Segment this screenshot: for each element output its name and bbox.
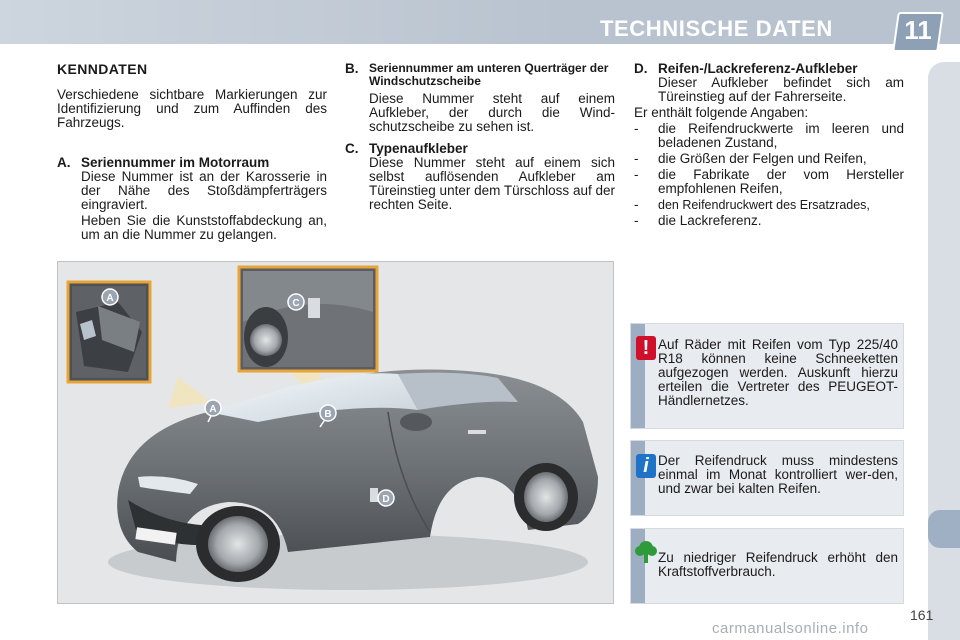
section-title: KENNDATEN: [57, 61, 148, 77]
list-item: - den Reifendruckwert des Ersatzrades,: [634, 197, 870, 212]
callout-label-d: D: [382, 494, 390, 505]
item-b-letter: B.: [345, 61, 359, 76]
item-d-heading: [634, 62, 904, 76]
chapter-number: 11: [904, 15, 932, 45]
item-d-body: Dieser Aufkleber befindet sich am Türeinstieg auf der Fahrerseite.: [658, 75, 904, 104]
list-item: - die Fabrikate der vom Hersteller empfohlenen Reifen,: [634, 167, 904, 196]
detail-inset-a: [68, 282, 211, 408]
item-a-title: Seriennummer im Motorraum: [81, 155, 270, 170]
item-b-title: Seriennummer am unteren Querträger der Windschutzscheibe: [369, 61, 609, 88]
item-b-heading: [345, 62, 615, 88]
item-b-body: Diese Nummer steht auf einem Aufkleber, der durch die Wind-schutzscheibe zu sehen ist.: [369, 91, 615, 134]
item-d-title: Reifen-/Lackreferenz-Aufkleber: [658, 61, 858, 76]
column-identification: [57, 62, 327, 242]
page-title: TECHNISCHE DATEN: [600, 16, 833, 41]
eco-note: [630, 528, 904, 604]
item-d-letter: D.: [634, 61, 648, 76]
list-item: - die Lackreferenz.: [634, 213, 762, 228]
item-a-letter: A.: [57, 155, 71, 170]
section-intro: Verschiedene sichtbare Markierungen zur Identifizierung und zum Auffinden des Fahrzeugs.: [57, 87, 327, 130]
item-c-heading: [345, 142, 615, 156]
item-a-heading: [57, 156, 327, 170]
tree-icon: [634, 539, 658, 565]
callout-label-b: B: [324, 409, 332, 420]
info-text: Der Reifendruck muss mindestens einmal im Monat kontrolliert wer-den, und zwar bei kalten Reifen.: [658, 453, 898, 496]
item-a-body-2: Heben Sie die Kunststoffabdeckung an, um an die Nummer zu gelangen.: [81, 213, 327, 242]
eco-text: Zu niedriger Reifendruck erhöht den Kraftstoffverbrauch.: [658, 550, 898, 579]
info-note: [630, 440, 904, 516]
right-margin-strip: [928, 62, 960, 640]
callout-c-hidden: [58, 262, 59, 263]
warning-icon: !: [636, 336, 656, 360]
watermark: carmanualsonline.info: [712, 620, 869, 637]
item-d-lead: Er enthält folgende Angaben:: [634, 105, 809, 120]
warning-note: [630, 323, 904, 429]
page-number: 161: [910, 607, 934, 623]
car-illustration-svg: [58, 262, 614, 604]
item-a-body-1: Diese Nummer ist an der Karosserie in der Nähe des Stoßdämpferträgers eingraviert.: [81, 169, 327, 212]
warning-text: Auf Räder mit Reifen vom Typ 225/40 R18 können keine Schneeketten aufgezogen werden. Auskunft hierzu erteilen die Vertreter des PEUGEOT-Händlernetzes.: [658, 337, 898, 408]
inset-label-c: C: [292, 298, 300, 309]
list-item: - die Reifendruckwerte im leeren und beladenen Zustand,: [634, 121, 904, 150]
inset-label-a: A: [106, 293, 114, 304]
callout-label-a: A: [209, 404, 217, 415]
right-margin-tab: [928, 510, 960, 548]
info-icon: i: [636, 454, 656, 478]
column-tyre-paint: [634, 62, 904, 228]
car-illustration: [57, 261, 614, 604]
item-c-title: Typenaufkleber: [369, 141, 468, 156]
column-serial-type: [345, 62, 615, 212]
header-band-fade: [0, 0, 560, 44]
item-c-letter: C.: [345, 141, 359, 156]
callout-label-c: C: [58, 262, 59, 263]
list-item: - die Größen der Felgen und Reifen,: [634, 151, 867, 166]
item-c-body: Diese Nummer steht auf einem sich selbst auflösenden Aufkleber am Türeinstieg unter dem Türschloss auf der rechten Seite.: [369, 155, 615, 212]
